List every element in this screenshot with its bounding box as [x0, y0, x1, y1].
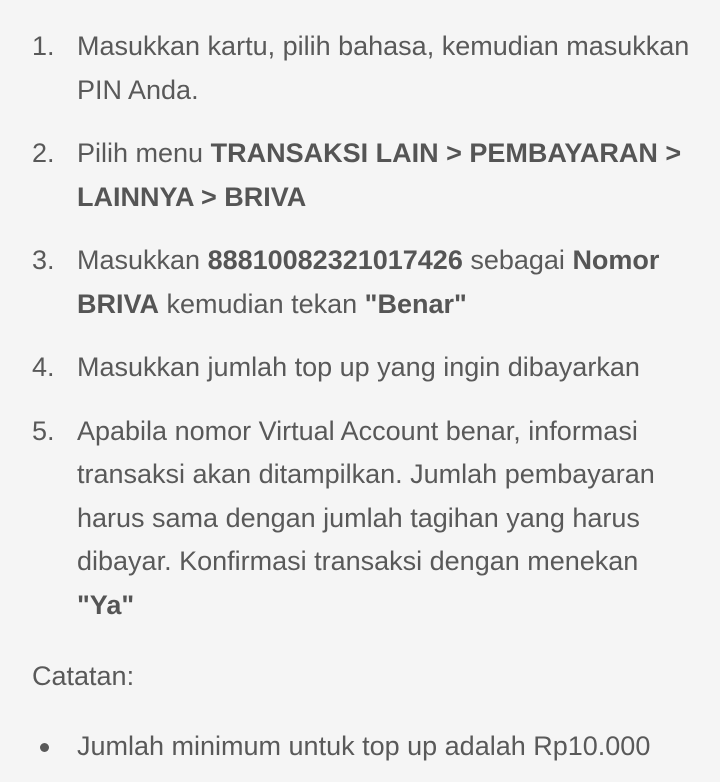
briva-number: 88810082321017426 — [207, 245, 463, 275]
step-number: 2. — [32, 138, 55, 168]
step-text: kemudian tekan — [159, 288, 365, 319]
step-2 — [0, 132, 720, 219]
step-list — [0, 25, 720, 627]
step-5 — [0, 410, 720, 628]
note-item — [0, 725, 720, 769]
step-text: Masukkan jumlah top up yang ingin dibayarkan — [77, 352, 640, 382]
bullet-icon — [40, 743, 49, 752]
step-text: Apabila nomor Virtual Account benar, informasi transaksi akan ditampilkan. Jumlah pembayaran harus sama dengan jumlah tagihan yang harus dibayar. Konfirmasi transaksi dengan menekan — [77, 415, 655, 576]
note-title: Catatan: — [32, 661, 135, 691]
step-number: 5. — [32, 415, 55, 446]
briva-label: Nomor BRIVA — [77, 245, 660, 319]
note-list — [0, 725, 720, 769]
step-1 — [0, 25, 720, 112]
step-3 — [0, 239, 720, 326]
step-number: 1. — [32, 31, 55, 61]
note-text: Jumlah minimum untuk top up adalah Rp10.000 — [77, 730, 651, 761]
step-text: Masukkan — [77, 245, 208, 275]
ya-button-label: "Ya" — [77, 589, 135, 620]
step-text: Masukkan kartu, pilih bahasa, kemudian masukkan PIN Anda. — [77, 31, 690, 105]
step-text: sebagai — [462, 245, 573, 275]
step-4 — [0, 346, 720, 390]
step-text: Pilih menu — [77, 138, 211, 168]
menu-path: TRANSAKSI LAIN > PEMBAYARAN > LAINNYA > BRIVA — [77, 138, 682, 212]
benar-button-label: "Benar" — [364, 288, 467, 319]
step-number: 4. — [32, 352, 55, 382]
step-number: 3. — [32, 245, 55, 275]
